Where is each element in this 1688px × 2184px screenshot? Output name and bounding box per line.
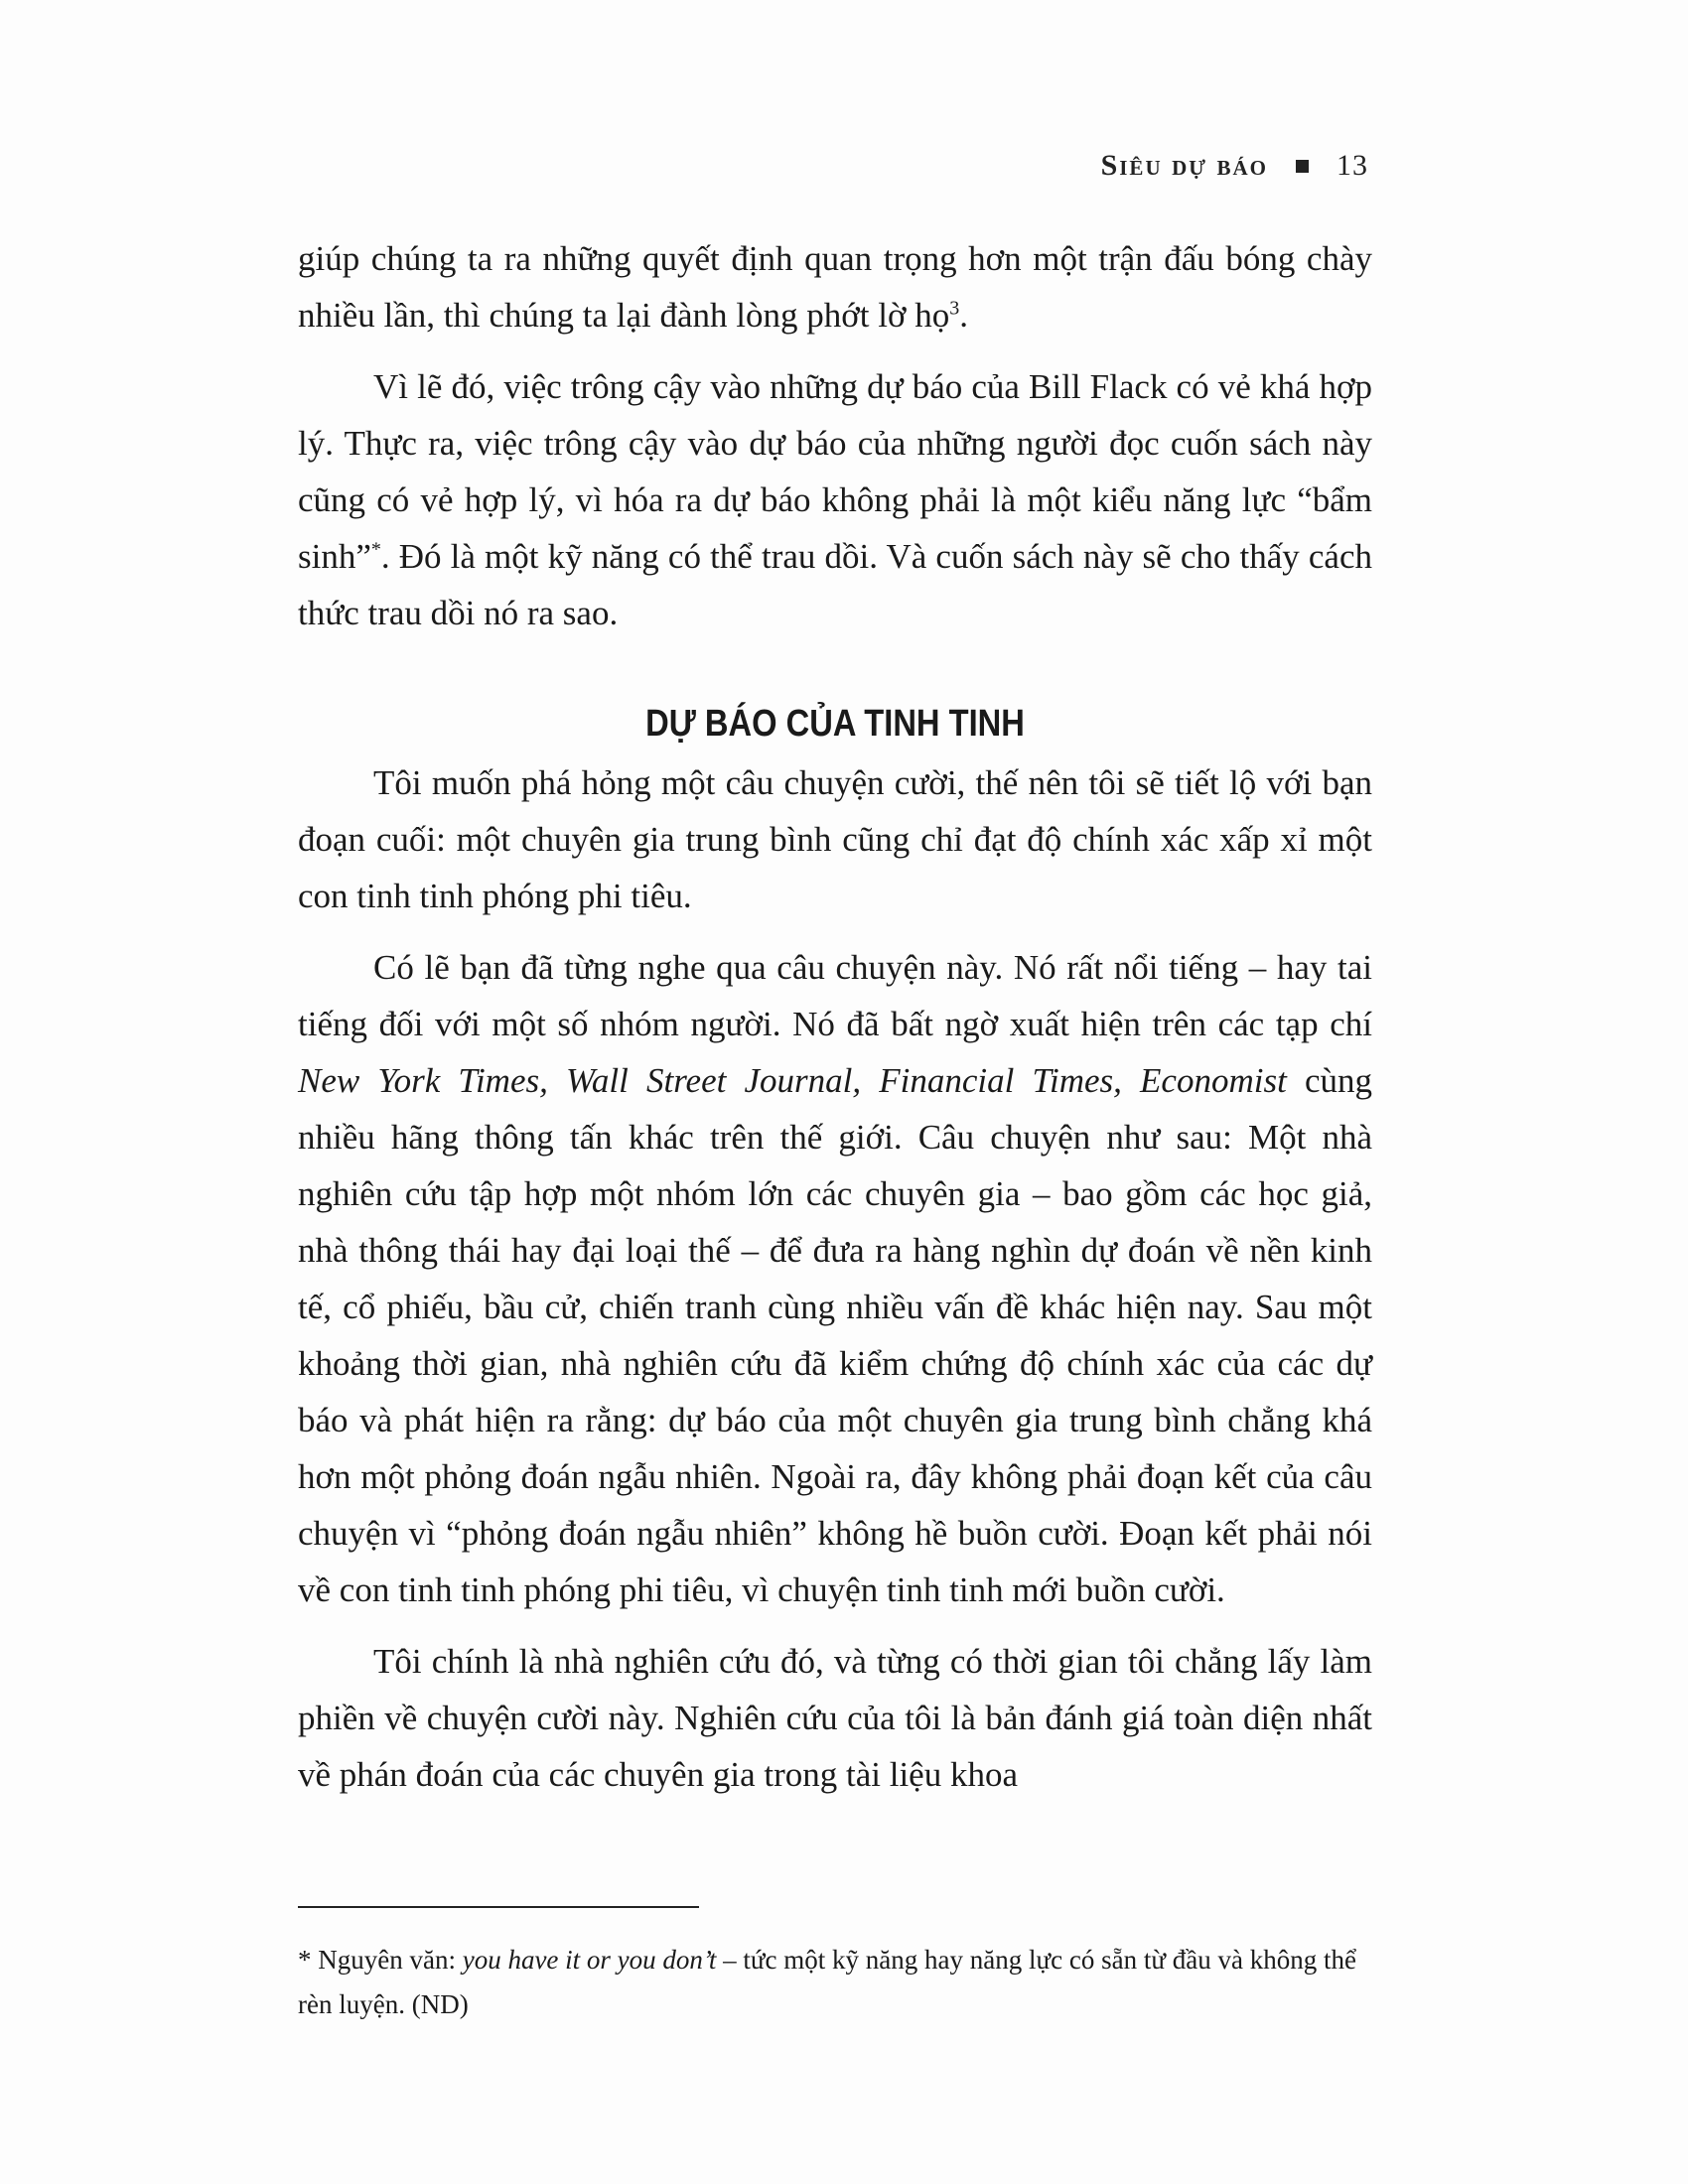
paragraph-1-end: .	[959, 296, 968, 335]
footnote-text-b: – tức một kỹ năng hay năng lực có sẵn từ đầu và không thể rèn luyện. (ND)	[298, 1945, 1356, 2019]
paragraph-2	[298, 358, 1372, 641]
paragraph-5: Tôi chính là nhà nghiên cứu đó, và từng có thời gian tôi chẳng lấy làm phiền về chuyện cười này. Nghiên cứu của tôi là bản đánh giá toàn diện nhất về phán đoán của các chuyên gia trong tài liệu khoa	[298, 1642, 1372, 1794]
footnote	[298, 1938, 1372, 2027]
section-heading: DỰ BÁO CỦA TINH TINH	[645, 703, 1025, 745]
footnote-marker: *	[370, 538, 381, 561]
paragraph-4-text-a: Có lẽ bạn đã từng nghe qua câu chuyện này. Nó rất nổi tiếng – hay tai tiếng đối với một số nhóm người. Nó đã bất ngờ xuất hiện trên các tạp chí	[298, 948, 1372, 1043]
square-bullet-icon	[1296, 160, 1309, 173]
running-title: Siêu dự báo	[1100, 149, 1268, 182]
paragraph-1-text: giúp chúng ta ra những quyết định quan trọng hơn một trận đấu bóng chày nhiều lần, thì chúng ta lại đành lòng phớt lờ họ	[298, 239, 1372, 335]
body-text	[298, 230, 1372, 1803]
footnote-divider	[298, 1906, 699, 1908]
page-number: 13	[1336, 149, 1368, 182]
paragraph-4-text-b: cùng nhiều hãng thông tấn khác trên thế giới. Câu chuyện như sau: Một nhà nghiên cứu tập hợp một nhóm lớn các chuyên gia – bao gồm các học giả, nhà thông thái hay đại loại thế – để đưa ra hàng nghìn dự đoán về nền kinh tế, cổ phiếu, bầu cử, chiến tranh cùng nhiều vấn đề khác hiện nay. Sau một khoảng thời gian, nhà nghiên cứu đã kiểm chứng độ chính xác của các dự báo và phát hiện ra rằng: dự báo của một chuyên gia trung bình chẳng khá hơn một phỏng đoán ngẫu nhiên. Ngoài ra, đây không phải đoạn kết của câu chuyện vì “phỏng đoán ngẫu nhiên” không hề buồn cười. Đoạn kết phải nói về con tinh tinh phóng phi tiêu, vì chuyện tinh tinh mới buồn cười.	[298, 1061, 1372, 1609]
paragraph-2-text-a: Vì lẽ đó, việc trông cậy vào những dự báo của Bill Flack có vẻ khá hợp lý. Thực ra, việc trông cậy vào dự báo của những người đọc cuốn sách này cũng có vẻ hợp lý, vì hóa ra dự báo không phải là một kiểu năng lực “bẩm sinh”	[298, 367, 1372, 576]
footnote-text-a: * Nguyên văn:	[298, 1945, 463, 1975]
paragraph-1	[298, 230, 1372, 343]
footnote-italic: you have it or you don’t	[462, 1945, 717, 1975]
running-header	[1101, 149, 1368, 183]
paragraph-4-italic-publications: New York Times, Wall Street Journal, Financial Times, Economist	[298, 1061, 1287, 1100]
paragraph-4	[298, 939, 1372, 1618]
paragraph-3: Tôi muốn phá hỏng một câu chuyện cười, thế nên tôi sẽ tiết lộ với bạn đoạn cuối: một chuyên gia trung bình cũng chỉ đạt độ chính xác xấp xỉ một con tinh tinh phóng phi tiêu.	[298, 763, 1372, 915]
endnote-marker: 3	[949, 297, 960, 320]
paragraph-2-text-b: . Đó là một kỹ năng có thể trau dồi. Và cuốn sách này sẽ cho thấy cách thức trau dồi nó ra sao.	[298, 537, 1372, 632]
